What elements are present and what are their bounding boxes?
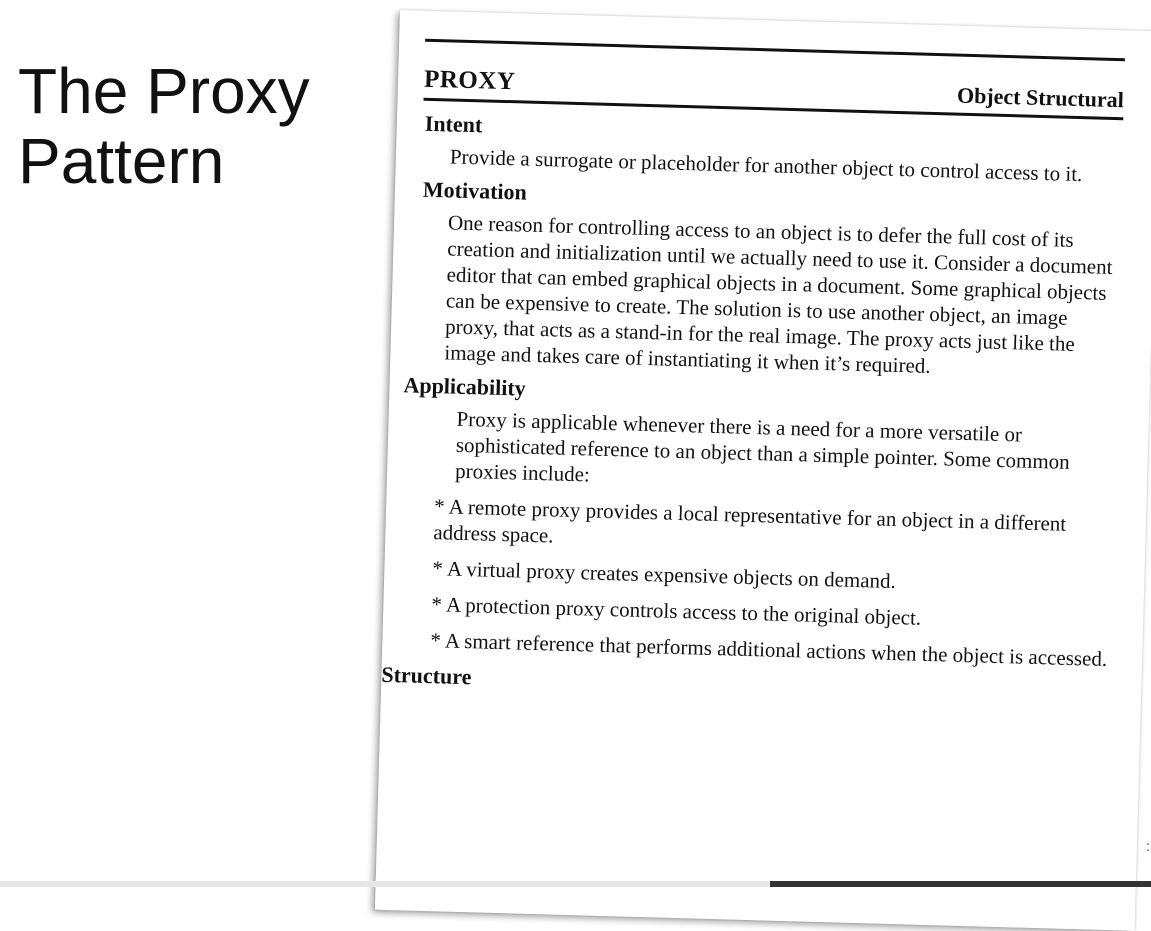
bullet-item: * A virtual proxy creates expensive objects on demand. xyxy=(432,556,897,594)
bottom-bar xyxy=(0,881,1151,887)
slide-title-line-1: The Proxy xyxy=(18,55,310,127)
book-page-content xyxy=(381,39,1125,715)
pattern-classification: Object Structural xyxy=(956,82,1125,113)
motivation-heading: Motivation xyxy=(422,176,528,205)
applicability-body xyxy=(422,405,1115,672)
bullet-item: * A protection proxy controls access to the original object. xyxy=(431,592,922,631)
bullet-item: * A smart reference that performs additional actions when the object is accessed. xyxy=(430,628,1108,672)
intent-text: Provide a surrogate or placeholder for another object to control access to it. xyxy=(449,144,1083,187)
motivation-text: One reason for controlling access to an object is to defer the full cost of its creation and initialization until we actually need to use it. Consider a document editor that can embed graphical objects in a document. Some graphical objects can be expensive to create. The solution is to use another object, an image proxy, that acts as a stand-in for the real image. The proxy acts just like the image and takes care of instantiating it when it’s required. xyxy=(444,210,1113,379)
structure-heading: Structure xyxy=(381,662,472,690)
applicability-heading: Applicability xyxy=(403,372,527,401)
edge-mark: : xyxy=(1146,838,1150,854)
bottom-bar-dark-segment xyxy=(770,881,1151,887)
bullet-item: * A remote proxy provides a local representative for an object in a different address space. xyxy=(433,494,1067,548)
pattern-name: PROXY xyxy=(423,65,516,96)
applicability-text: Proxy is applicable whenever there is a need for a more versatile or sophisticated reference to an object than a simple pointer. Some common proxies include: xyxy=(454,406,1071,487)
book-page-image xyxy=(375,10,1151,931)
slide-title xyxy=(18,56,310,197)
intent-heading: Intent xyxy=(424,110,483,138)
slide-title-line-2: Pattern xyxy=(18,125,225,198)
